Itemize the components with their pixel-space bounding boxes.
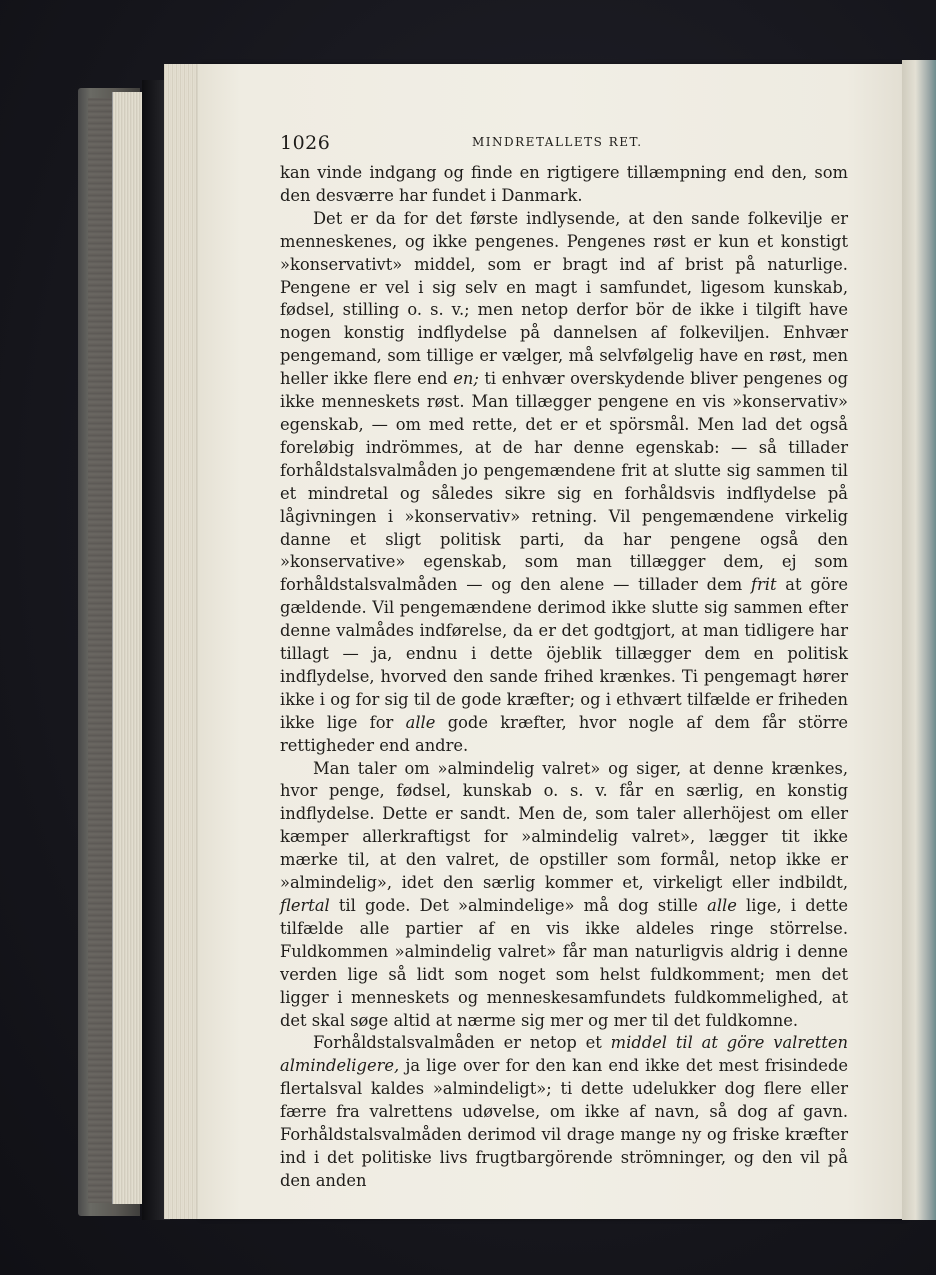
paragraph-text: kan vinde indgang og finde en rigtigere tillæmpning end den, som den desværre har fundet i Danmark.	[280, 163, 848, 205]
paragraph-text: gode kræfter, hvor nogle af dem får större rettigheder end andre.	[280, 712, 848, 755]
emphasis-text: en;	[453, 369, 479, 389]
paragraph-text: Forhåldstalsvalmåden er netop et	[313, 1033, 611, 1053]
left-page-edges	[112, 92, 143, 1204]
book-right-edge	[902, 60, 936, 1220]
emphasis-text: flertal	[280, 896, 330, 915]
paragraph-text: ja lige over for den kan end ikke det mest frisindede flertalsval kaldes »almindeligt»; ti dette udelukker dog flere eller færre fra valrettens udøvelse, om ikke af navn, så dog af gavn. Forhåldstalsvalmåden derimod vil drage mange ny og friske kræfter ind i det politiske livs frugtbargörende strömninger, og den vil på den anden	[280, 1056, 848, 1190]
paragraph	[280, 208, 848, 758]
paragraph-text: at göre gældende. Vil pengemændene derimod ikke slutte sig sammen efter denne valmådes indførelse, da er det godtgjort, at man tidligere har tillagt — ja, endnu i dette öjeblik tillægger dem en politisk indflydelse, hvorved den sande frihed krænkes. Ti pengemagt hører ikke i og for sig til de gode kræfter; og i ethvært tilfælde er friheden ikke lige for	[280, 575, 848, 732]
running-header	[280, 132, 848, 162]
emphasis-text: middel til at göre valretten almindeligere,	[280, 1033, 848, 1076]
paragraph	[280, 162, 848, 208]
paragraph-text: ti enhvær overskydende bliver pengenes og ikke menneskets røst. Man tillægger pengene en vis »konservativ» egenskab, — om med rette, det er et spörsmål. Men lad det også foreløbig indrömmes, at de har denne egenskab: — så tillader forhåldstalsvalmåden jo pengemændene frit at slutte sig sammen til et mindretal og således sikre sig en forhåldsvis indflydelse på lågivningen i »konservativ» retning. Vil pengemændene virkelig danne et sligt politisk parti, da har pengene også den »konservative» egenskab, som man tillægger dem, ej som forhåldstalsvalmåden — og den alene — tillader dem	[280, 369, 849, 595]
running-title: MINDRETALLETS RET.	[472, 135, 643, 149]
page-content	[280, 132, 848, 1193]
emphasis-text: alle	[405, 712, 436, 732]
emphasis-text: frit	[750, 575, 777, 595]
paragraph	[280, 1032, 848, 1192]
paragraph-text: Man taler om »almindelig valret» og siger, at denne krænkes, hvor penge, fødsel, kunskab o. s. v. får en særlig, en konstig indflydelse. Dette er sandt. Men de, som taler allerhöjest om eller kæmper allerkraftigst for »almindelig valret», lægger tit ikke mærke til, at den valret, de opstiller som formål, netop ikke er »almindelig», idet den særlig kommer et, virkeligt eller indbildt,	[280, 758, 848, 893]
paragraph-text: lige, i dette tilfælde alle partier af en vis ikke aldeles ringe störrelse. Fuldkommen »almindelig valret» får man naturligvis aldrig i denne verden lige så lidt som noget som helst fuldkomment; men det ligger i menneskets og menneskesamfundets fuldkommelighed, at det skal søge altid at nærme sig mer og mer til det fuldkomne.	[280, 896, 848, 1030]
paragraph-text: Det er da for det første indlysende, at den sande folkevilje er menneskenes, og ikke pengenes. Pengenes røst er kun et konstigt »konservativt» middel, som er bragt ind af brist på naturlige. Pengene er vel i sig selv en magt i samfundet, ligesom kunskab, fødsel, stilling o. s. v.; men netop derfor bör de ikke i tilgift have nogen konstig indflydelse på dannelsen af folkeviljen. Enhvær pengemand, som tillige er vælger, må selvfølgelig have en røst, men heller ikke flere end	[280, 208, 848, 389]
paragraph-text: til gode. Det »almindelige» må dog stille	[329, 896, 708, 915]
paragraph	[280, 758, 848, 1033]
body-text	[280, 162, 848, 1193]
page-number: 1026	[280, 132, 331, 154]
emphasis-text: alle	[707, 896, 737, 915]
